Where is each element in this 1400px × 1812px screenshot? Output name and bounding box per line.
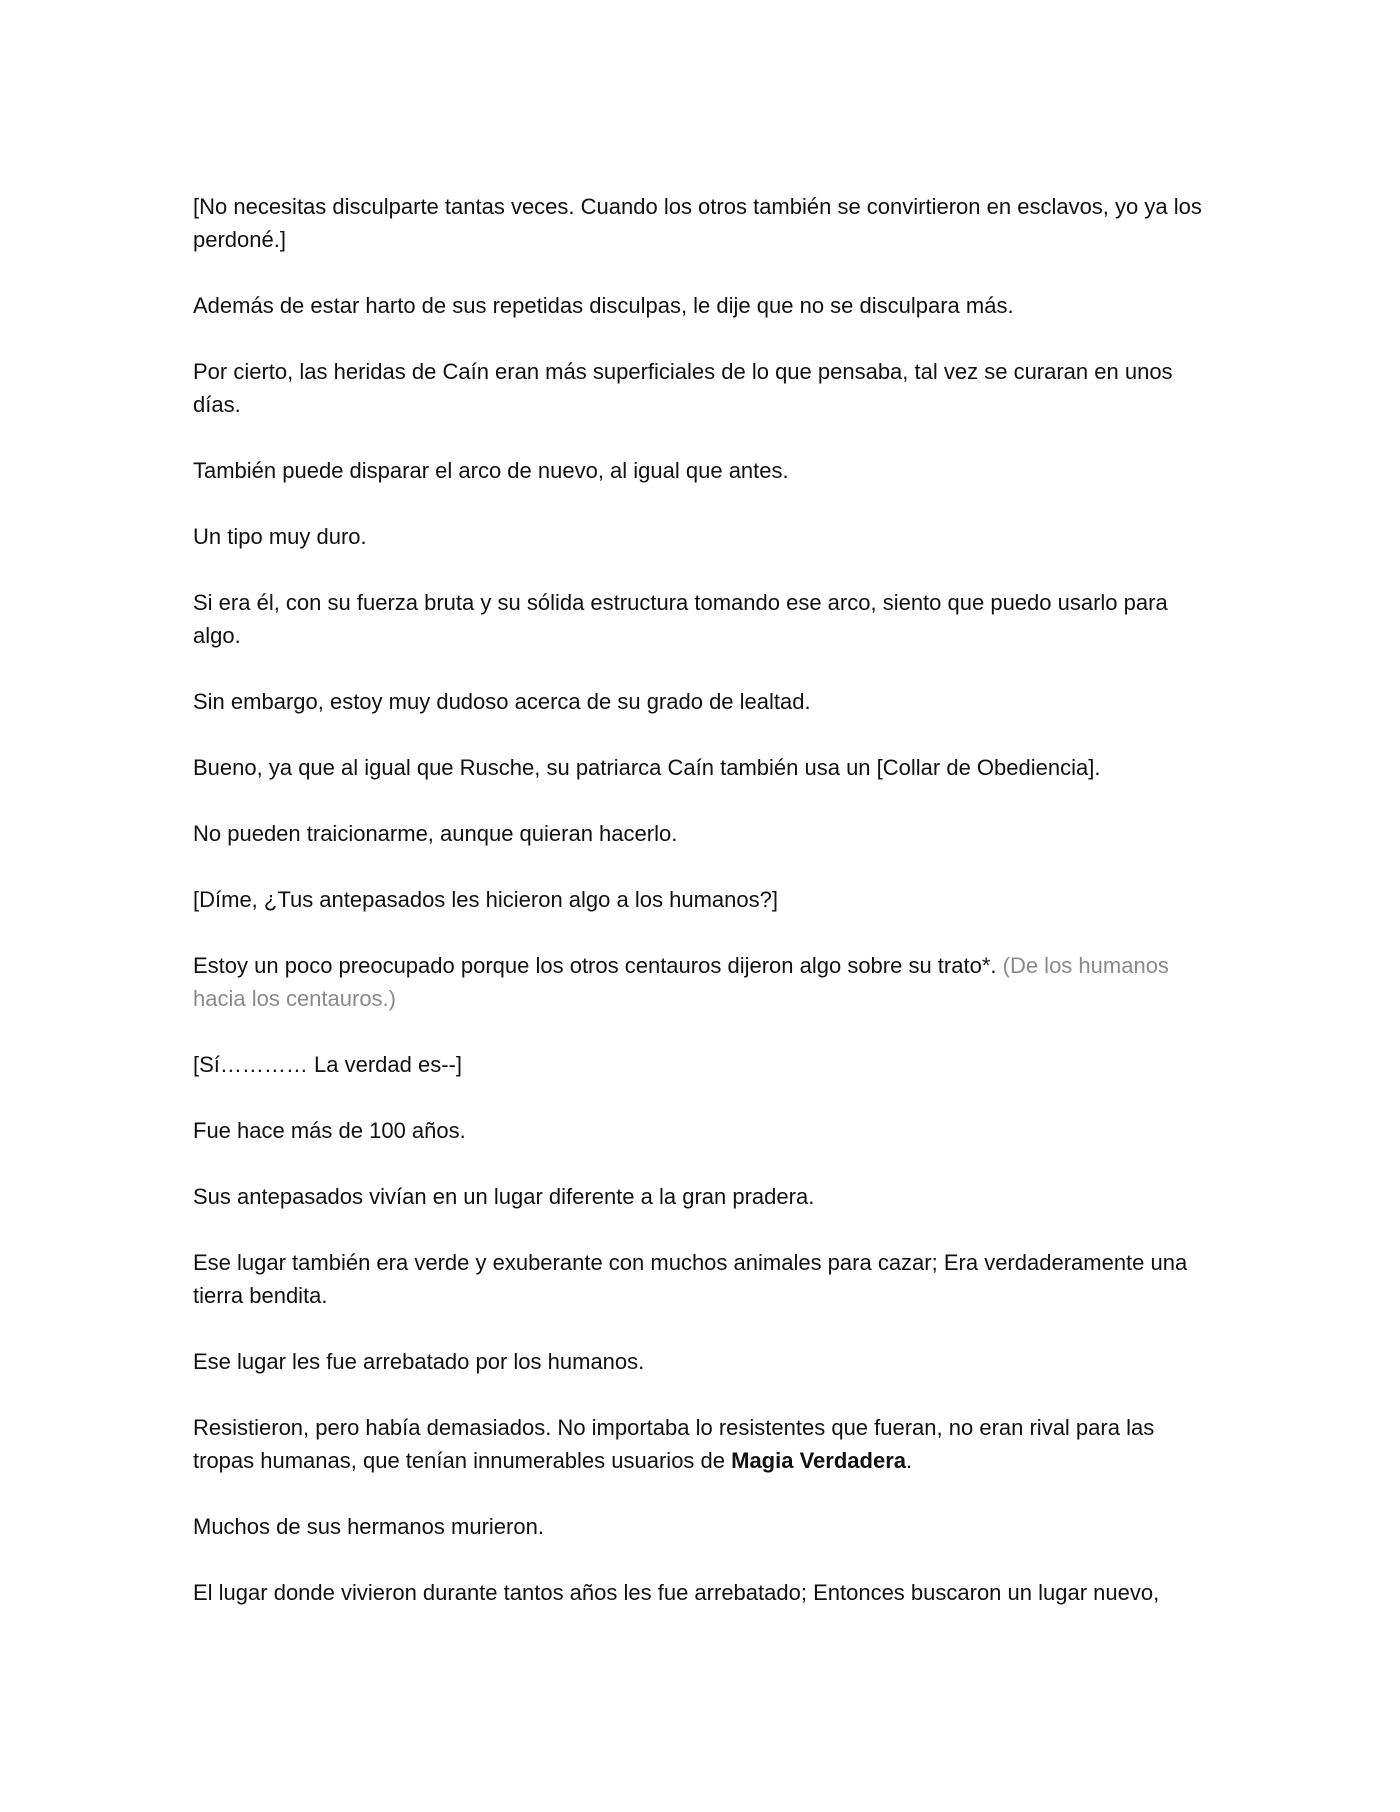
document-body <box>193 190 1213 1642</box>
paragraph-5: Un tipo muy duro. <box>193 524 367 549</box>
paragraph-10: [Díme, ¿Tus antepasados les hicieron algo a los humanos?] <box>193 887 778 912</box>
paragraph-16: Ese lugar les fue arrebatado por los humanos. <box>193 1349 645 1374</box>
paragraph-7: Sin embargo, estoy muy dudoso acerca de su grado de lealtad. <box>193 689 811 714</box>
paragraph-14: Sus antepasados vivían en un lugar diferente a la gran pradera. <box>193 1184 815 1209</box>
paragraph-11 <box>193 949 1213 1015</box>
paragraph-8: Bueno, ya que al igual que Rusche, su patriarca Caín también usa un [Collar de Obediencia]. <box>193 755 1101 780</box>
paragraph-6: Si era él, con su fuerza bruta y su sólida estructura tomando ese arco, siento que puedo usarlo para algo. <box>193 590 1168 648</box>
paragraph-18: Muchos de sus hermanos murieron. <box>193 1514 544 1539</box>
paragraph-3: Por cierto, las heridas de Caín eran más superficiales de lo que pensaba, tal vez se curaran en unos días. <box>193 359 1173 417</box>
paragraph-4: También puede disparar el arco de nuevo, al igual que antes. <box>193 458 789 483</box>
paragraph-11-main: Estoy un poco preocupado porque los otros centauros dijeron algo sobre su trato*. <box>193 953 1003 978</box>
paragraph-13: Fue hace más de 100 años. <box>193 1118 466 1143</box>
paragraph-1: [No necesitas disculparte tantas veces. Cuando los otros también se convirtieron en esclavos, yo ya los perdoné.] <box>193 194 1202 252</box>
paragraph-15: Ese lugar también era verde y exuberante con muchos animales para cazar; Era verdaderamente una tierra bendita. <box>193 1250 1188 1308</box>
paragraph-19: El lugar donde vivieron durante tantos años les fue arrebatado; Entonces buscaron un lugar nuevo, <box>193 1580 1160 1605</box>
paragraph-2: Además de estar harto de sus repetidas disculpas, le dije que no se disculpara más. <box>193 293 1014 318</box>
paragraph-17-end: . <box>906 1448 913 1473</box>
translator-note: (De los humanos hacia los centauros.) <box>193 953 1169 1011</box>
paragraph-12: [Sí………… La verdad es--] <box>193 1052 462 1077</box>
paragraph-9: No pueden traicionarme, aunque quieran hacerlo. <box>193 821 678 846</box>
paragraph-17-start: Resistieron, pero había demasiados. No importaba lo resistentes que fueran, no eran rival para las tropas humanas, que tenían innumerables usuarios de <box>193 1415 1155 1473</box>
paragraph-17 <box>193 1411 1213 1477</box>
paragraph-17-bold-term: Magia Verdadera <box>731 1448 906 1473</box>
